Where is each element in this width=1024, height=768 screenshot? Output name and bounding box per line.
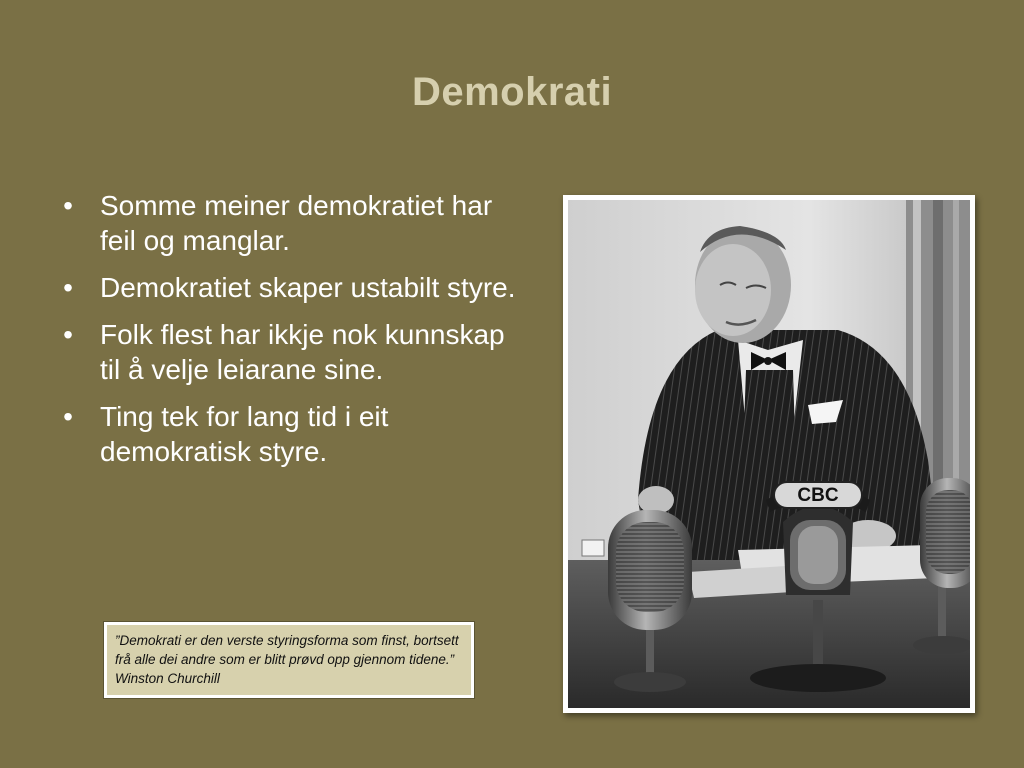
bullet-dot: • — [63, 272, 73, 303]
bullet-text: Ting tek for lang tid i eit demokratisk styre. — [100, 401, 389, 467]
bullet-dot: • — [63, 401, 73, 432]
bullet-item — [58, 188, 518, 258]
photo-frame — [563, 195, 975, 713]
cbc-label: CBC — [797, 485, 839, 506]
bullet-dot: • — [63, 190, 73, 221]
churchill-photo — [568, 200, 970, 708]
quote-text: ”Demokrati er den verste styringsforma som finst, bortsett frå alle dei andre som er blitt prøvd opp gjennom tidene.” Winston Churchill — [115, 633, 459, 686]
bullet-list — [58, 188, 518, 481]
wall-socket — [582, 540, 604, 556]
slide-title: Demokrati — [411, 70, 613, 114]
quote-box — [104, 622, 474, 698]
bullet-item — [58, 270, 518, 305]
bullet-text: Folk flest har ikkje nok kunnskap til å velje leiarane sine. — [100, 319, 505, 385]
bullet-dot: • — [63, 319, 73, 350]
bullet-item — [58, 317, 518, 387]
bullet-text: Somme meiner demokratiet har feil og manglar. — [100, 190, 493, 256]
bullet-item — [58, 399, 518, 469]
bullet-text: Demokratiet skaper ustabilt styre. — [100, 272, 516, 303]
